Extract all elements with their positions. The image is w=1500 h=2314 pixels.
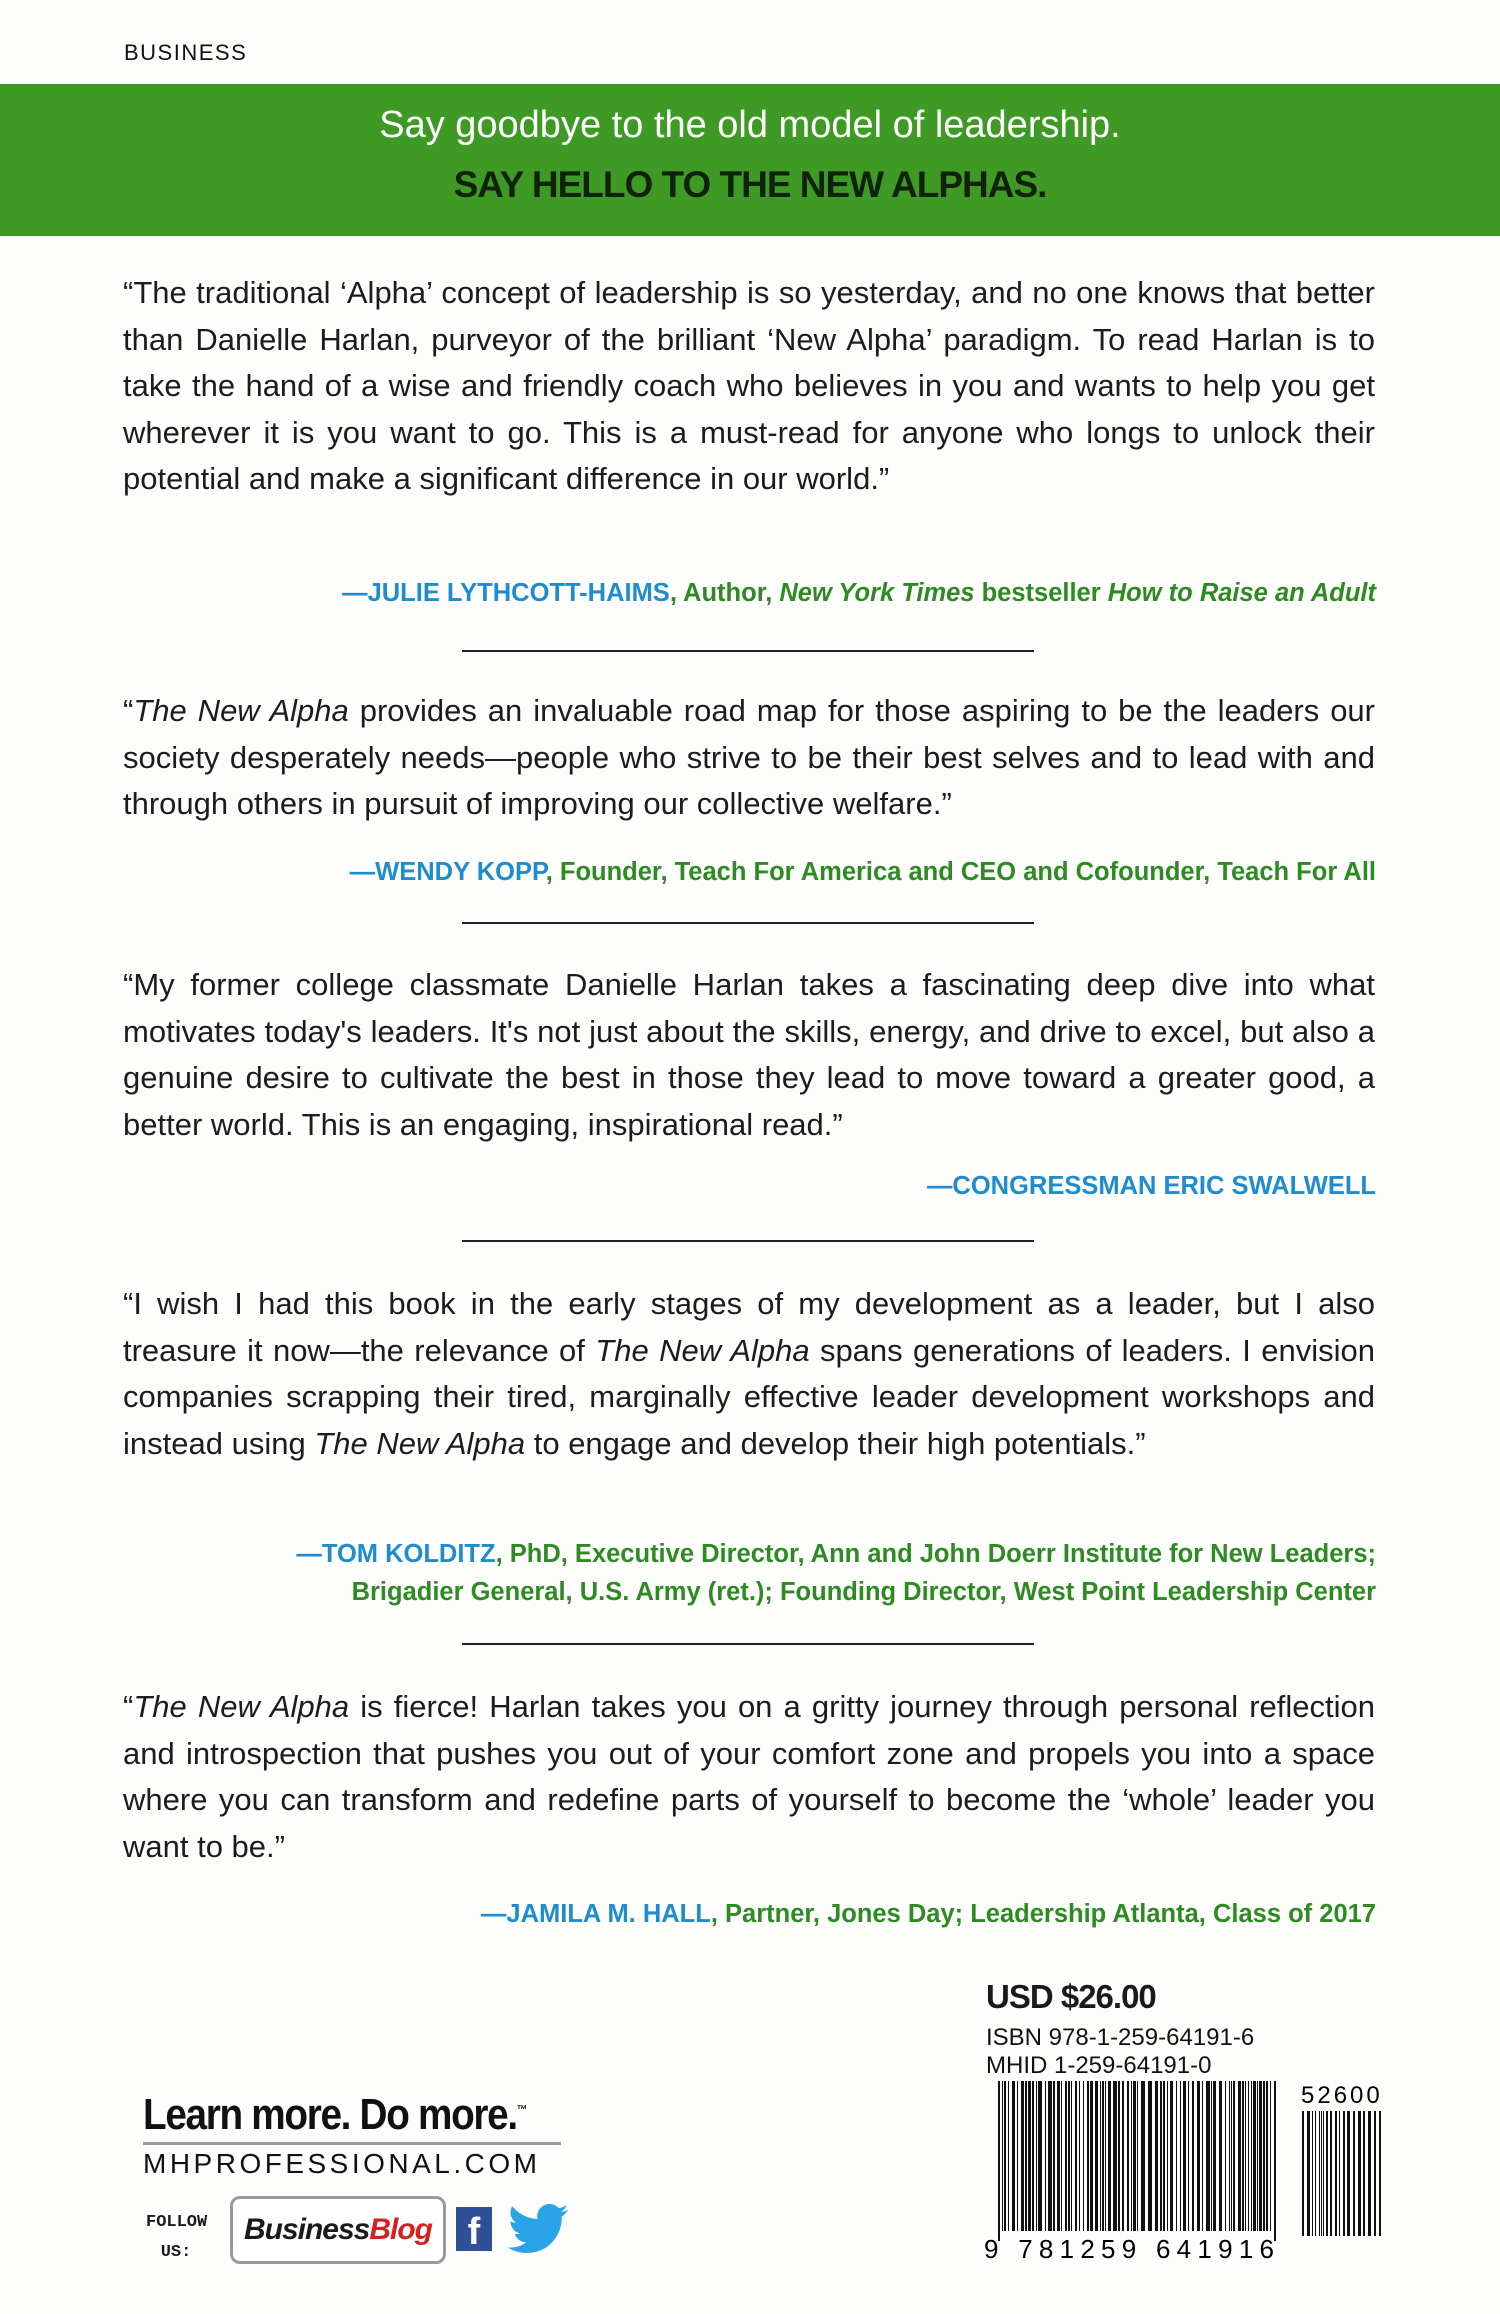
text-segment: “The traditional ‘Alpha’ concept of leadership is so yesterday, and no one knows that better than Danielle Harlan, purveyor of the brilliant ‘New Alpha’ paradigm. To read Harlan is to take the hand of a wise and friendly coach who believes in you and wants to help you get wherever it is you want to go. This is a must-read for anyone who longs to unlock their potential and make a significant difference in our world.”: [123, 275, 1375, 496]
barcode-bar: [998, 2081, 1000, 2241]
barcode-bar: [1233, 2081, 1235, 2231]
text-segment: provides an invaluable road map for those aspiring to be the leaders our society desperately needs—people who strive to be their best selves and to lead with and through others in pursuit of improving our collective welfare.”: [123, 693, 1375, 821]
barcode-bar: [1379, 2111, 1381, 2236]
barcode-bar: [1245, 2081, 1246, 2231]
text-segment: “: [123, 1689, 134, 1724]
barcode-bar: [1012, 2081, 1015, 2231]
barcode-bar: [1108, 2081, 1111, 2231]
barcode-bar: [1363, 2111, 1365, 2236]
barcode-bar: [1248, 2081, 1249, 2231]
endorser-name: —CONGRESSMAN ERIC SWALWELL: [926, 1172, 1376, 1200]
barcode-bar: [1131, 2081, 1132, 2231]
barcode-bar: [1347, 2111, 1350, 2236]
barcode-bar: [1032, 2081, 1034, 2231]
text-segment: How to Raise an Adult: [1107, 579, 1376, 607]
barcode-bar: [1087, 2081, 1089, 2231]
barcode-bar: [1219, 2081, 1222, 2231]
endorser-name: —TOM KOLDITZ: [296, 1540, 496, 1568]
price: USD $26.00: [986, 1978, 1156, 2015]
text-segment: to engage and develop their high potentials.”: [525, 1425, 1146, 1461]
barcode-bar: [1319, 2111, 1320, 2236]
follow-text: FOLLOW US:: [146, 2213, 208, 2262]
text-segment: “I wish I had this book in the early stages of my development as a leader, but I also treasure it now—the relevance of: [123, 1286, 1375, 1368]
barcode-bar: [1021, 2081, 1024, 2231]
barcode-bar: [1163, 2081, 1165, 2231]
barcode-bar: [1038, 2081, 1042, 2231]
text-segment: “: [123, 693, 134, 728]
endorsement-attribution: [296, 1535, 1376, 1611]
text-segment: The New Alpha: [133, 1689, 350, 1724]
tagline-text: Learn more. Do more.: [143, 2090, 517, 2139]
text-segment: , Author,: [669, 579, 780, 607]
barcode-bar: [1231, 2081, 1232, 2231]
barcode-bar: [1053, 2081, 1055, 2231]
barcode-bar: [1155, 2081, 1158, 2231]
tagline-rule: [143, 2142, 561, 2145]
banner-line-2: SAY HELLO TO THE NEW ALPHAS.: [453, 164, 1047, 205]
barcode-bar: [1368, 2111, 1371, 2236]
barcode-bar: [1036, 2081, 1037, 2231]
barcode-bar: [1137, 2081, 1138, 2231]
barcode-bar: [1008, 2081, 1009, 2231]
barcode-addon-digits: 52600: [1301, 2082, 1383, 2109]
barcode-bar: [1025, 2081, 1027, 2231]
category-label: BUSINESS: [124, 40, 248, 65]
endorsement-quote: [123, 1281, 1375, 1467]
barcode-bar: [1061, 2081, 1062, 2231]
banner-line-1: Say goodbye to the old model of leadership.: [379, 104, 1121, 146]
tagline-banner: [0, 84, 1500, 236]
barcode-bar: [1071, 2081, 1072, 2231]
barcode-bar: [1048, 2081, 1052, 2231]
barcode-bar: [1274, 2081, 1276, 2241]
endorser-name: —JULIE LYTHCOTT-HAIMS: [342, 579, 670, 607]
barcode-bar: [1202, 2081, 1203, 2231]
barcode-bar: [1188, 2081, 1189, 2231]
blog-part2: Blog: [369, 2213, 433, 2246]
barcode-bar: [1358, 2111, 1361, 2236]
twitter-icon[interactable]: [508, 2203, 568, 2255]
barcode-bar: [1065, 2081, 1067, 2231]
barcode-bar: [1321, 2111, 1322, 2236]
barcode-bar: [1307, 2111, 1310, 2236]
endorsement-quote: [123, 1684, 1375, 1870]
barcode-bar: [1229, 2081, 1230, 2231]
barcode-bar: [1180, 2081, 1181, 2231]
text-segment: bestseller: [974, 579, 1108, 607]
barcode-bar: [1075, 2081, 1077, 2231]
text-segment: , Founder, Teach For America and CEO and Cofounder, Teach For All: [545, 858, 1376, 886]
barcode-bar: [1263, 2081, 1265, 2231]
publisher-tagline: [143, 2090, 526, 2140]
barcode-bar: [1095, 2081, 1098, 2231]
barcode-bar: [1302, 2111, 1304, 2236]
barcode-bar: [1176, 2081, 1177, 2231]
barcode-bar: [1257, 2081, 1258, 2231]
barcode-bar: [1251, 2081, 1252, 2231]
barcode-bar: [1323, 2111, 1324, 2236]
barcode-bar: [1192, 2081, 1194, 2231]
endorser-name: —WENDY KOPP: [349, 858, 546, 886]
barcode-bar: [1102, 2081, 1104, 2231]
text-segment: is fierce! Harlan takes you on a gritty journey through personal reflection and introspection that pushes you out of your comfort zone and propels you into a space where you can transform and redefine parts of yourself to become the ‘whole’ leader you want to be.”: [123, 1689, 1375, 1864]
endorsement-quote: [123, 688, 1375, 828]
endorsement-quote: [123, 962, 1375, 1148]
barcode-bar: [1148, 2081, 1152, 2231]
text-segment: The New Alpha: [595, 1332, 810, 1368]
barcode-bar: [1238, 2081, 1241, 2231]
divider: [462, 922, 1034, 924]
barcode-bar: [1312, 2111, 1313, 2236]
business-blog-badge[interactable]: [230, 2196, 446, 2264]
barcode-bar: [1017, 2081, 1018, 2231]
barcode-bar: [1028, 2081, 1031, 2231]
barcode-bar: [1002, 2081, 1003, 2231]
barcode-bar: [1170, 2081, 1173, 2231]
endorser-name: —JAMILA M. HALL: [480, 1900, 711, 1928]
barcode-bar: [1343, 2111, 1345, 2236]
follow-us-label: [146, 2208, 206, 2268]
barcode-bar: [1242, 2081, 1244, 2231]
divider: [462, 1643, 1034, 1645]
barcode-bar: [1160, 2081, 1162, 2231]
barcode: [984, 2081, 1386, 2264]
barcode-bar: [1253, 2081, 1256, 2231]
publisher-website: MHPROFESSIONAL.COM: [143, 2148, 541, 2179]
barcode-bar: [1133, 2081, 1136, 2231]
mhid: MHID 1-259-64191-0: [986, 2052, 1212, 2079]
barcode-bar: [1045, 2081, 1046, 2231]
isbn: ISBN 978-1-259-64191-6: [986, 2024, 1255, 2051]
barcode-bar: [1339, 2111, 1340, 2236]
barcode-bar: [1326, 2111, 1328, 2236]
barcode-bar: [1122, 2081, 1124, 2231]
barcode-bar: [1270, 2081, 1271, 2231]
text-segment: , PhD, Executive Director, Ann and John Doerr Institute for New Leaders;: [495, 1540, 1376, 1568]
endorsement-attribution: [350, 853, 1376, 891]
barcode-bar: [1057, 2081, 1060, 2231]
barcode-bar: [1183, 2081, 1186, 2231]
barcode-bar: [1118, 2081, 1120, 2231]
barcode-bar: [1330, 2111, 1332, 2236]
text-segment: New York Times: [779, 579, 975, 607]
barcode-bar: [1213, 2081, 1216, 2231]
barcode-bar: [1197, 2081, 1200, 2231]
trademark: ™: [516, 2102, 527, 2117]
barcode-bar: [1004, 2081, 1006, 2231]
divider: [462, 650, 1034, 652]
text-segment: spans generations of leaders. I envision companies scrapping their tired, marginally effective leader development workshops and instead using: [123, 1332, 1375, 1461]
barcode-bar: [1083, 2081, 1084, 2231]
barcode-bar: [1167, 2081, 1168, 2231]
text-segment: , Partner, Jones Day; Leadership Atlanta, Class of 2017: [710, 1900, 1376, 1928]
text-segment: Brigadier General, U.S. Army (ret.); Founding Director, West Point Leadership Center: [351, 1578, 1376, 1606]
barcode-bar: [1105, 2081, 1106, 2231]
barcode-bar: [1068, 2081, 1070, 2231]
barcode-bar: [1374, 2111, 1376, 2236]
endorsement-attribution: [927, 1167, 1376, 1205]
barcode-bar: [1315, 2111, 1316, 2236]
text-segment: The New Alpha: [314, 1425, 526, 1461]
barcode-bar: [1266, 2081, 1268, 2231]
barcode-bar: [1113, 2081, 1117, 2231]
barcode-bar: [1335, 2111, 1337, 2236]
barcode-bar: [1225, 2081, 1226, 2231]
barcode-bar: [1090, 2081, 1093, 2231]
barcode-bar: [1141, 2081, 1145, 2231]
endorsement-quote: [123, 270, 1375, 503]
barcode-bar: [1353, 2111, 1355, 2236]
barcode-bar: [1259, 2081, 1262, 2231]
barcode-bar: [1211, 2081, 1212, 2231]
divider: [462, 1240, 1034, 1242]
barcode-bar: [1100, 2081, 1101, 2231]
endorsement-attribution: [481, 1895, 1376, 1933]
text-segment: The New Alpha: [133, 693, 349, 728]
barcode-bar: [1127, 2081, 1129, 2231]
barcode-bar: [1079, 2081, 1080, 2231]
endorsement-attribution: [342, 574, 1376, 612]
blog-part1: Business: [243, 2213, 370, 2246]
facebook-icon[interactable]: f: [456, 2207, 492, 2251]
barcode-main-digits: 9 781259 641916: [984, 2234, 1274, 2264]
text-segment: “My former college classmate Danielle Harlan takes a fascinating deep dive into what motivates today's leaders. It's not just about the skills, energy, and drive to excel, but also a genuine desire to cultivate the best in those they lead to move toward a greater good, a better world. This is an engaging, inspirational read.”: [123, 967, 1375, 1142]
barcode-bar: [1206, 2081, 1210, 2231]
